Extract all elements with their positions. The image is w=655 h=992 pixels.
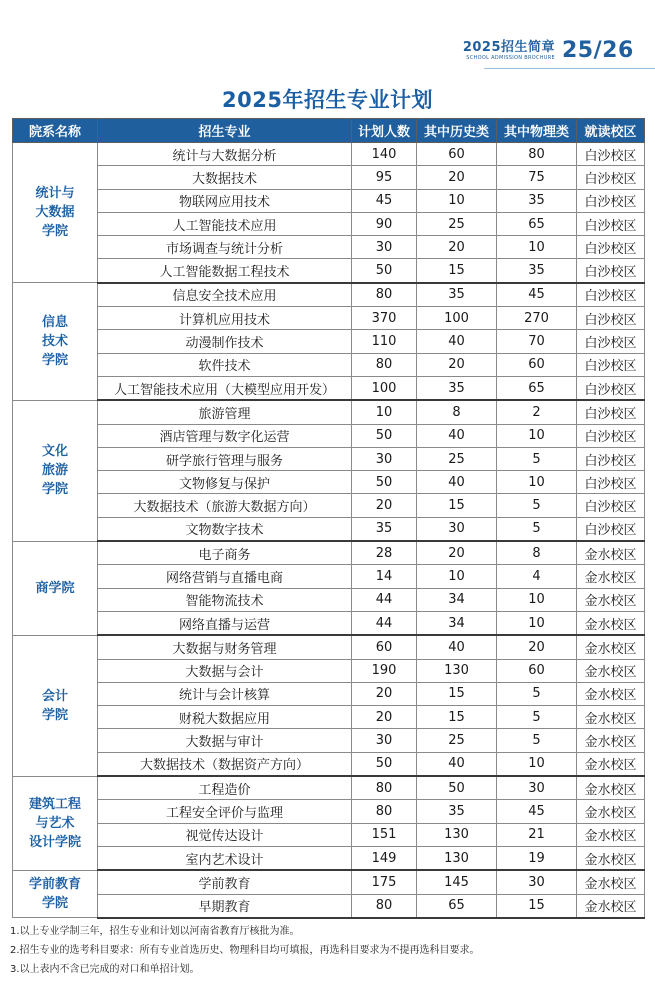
history-count: 130 bbox=[417, 659, 497, 682]
page-header bbox=[0, 0, 655, 70]
campus: 白沙校区 bbox=[577, 376, 645, 400]
major-name: 工程造价 bbox=[98, 776, 352, 800]
physics-count: 10 bbox=[497, 471, 577, 494]
physics-count: 35 bbox=[497, 259, 577, 283]
planned-count: 80 bbox=[352, 800, 417, 823]
history-count: 35 bbox=[417, 283, 497, 307]
physics-count: 10 bbox=[497, 424, 577, 447]
major-name: 工程安全评价与监理 bbox=[98, 800, 352, 823]
physics-count: 20 bbox=[497, 635, 577, 659]
physics-count: 65 bbox=[497, 212, 577, 235]
column-header: 就读校区 bbox=[577, 119, 645, 143]
major-name: 酒店管理与数字化运营 bbox=[98, 424, 352, 447]
planned-count: 50 bbox=[352, 752, 417, 776]
planned-count: 190 bbox=[352, 659, 417, 682]
major-name: 智能物流技术 bbox=[98, 588, 352, 611]
physics-count: 5 bbox=[497, 706, 577, 729]
table-row bbox=[13, 517, 645, 541]
history-count: 35 bbox=[417, 376, 497, 400]
table-row bbox=[13, 611, 645, 635]
table-row bbox=[13, 894, 645, 918]
table-row bbox=[13, 846, 645, 870]
campus: 白沙校区 bbox=[577, 471, 645, 494]
planned-count: 50 bbox=[352, 259, 417, 283]
planned-count: 60 bbox=[352, 635, 417, 659]
table-row bbox=[13, 682, 645, 705]
campus: 金水校区 bbox=[577, 659, 645, 682]
table-row bbox=[13, 800, 645, 823]
physics-count: 35 bbox=[497, 189, 577, 212]
campus: 金水校区 bbox=[577, 729, 645, 752]
campus: 白沙校区 bbox=[577, 166, 645, 189]
major-name: 人工智能技术应用 bbox=[98, 212, 352, 235]
history-count: 35 bbox=[417, 800, 497, 823]
major-name: 大数据与财务管理 bbox=[98, 635, 352, 659]
history-count: 15 bbox=[417, 706, 497, 729]
history-count: 130 bbox=[417, 823, 497, 846]
campus: 白沙校区 bbox=[577, 259, 645, 283]
department-name: 商学院 bbox=[13, 541, 98, 635]
physics-count: 45 bbox=[497, 800, 577, 823]
major-name: 大数据与会计 bbox=[98, 659, 352, 682]
campus: 金水校区 bbox=[577, 682, 645, 705]
table-row bbox=[13, 283, 645, 307]
department-name: 统计与 大数据 学院 bbox=[13, 143, 98, 283]
table-row bbox=[13, 870, 645, 894]
campus: 金水校区 bbox=[577, 894, 645, 918]
footnote: 1.以上专业学制三年，招生专业和计划以河南省教育厅核批为准。 bbox=[10, 926, 300, 937]
column-header: 计划人数 bbox=[352, 119, 417, 143]
physics-count: 10 bbox=[497, 236, 577, 259]
physics-count: 10 bbox=[497, 752, 577, 776]
table-row bbox=[13, 565, 645, 588]
history-count: 40 bbox=[417, 471, 497, 494]
planned-count: 10 bbox=[352, 400, 417, 424]
history-count: 25 bbox=[417, 447, 497, 470]
campus: 白沙校区 bbox=[577, 236, 645, 259]
header-divider bbox=[484, 68, 655, 69]
history-count: 20 bbox=[417, 236, 497, 259]
physics-count: 45 bbox=[497, 283, 577, 307]
table-row bbox=[13, 212, 645, 235]
department-name: 信息 技术 学院 bbox=[13, 283, 98, 400]
planned-count: 90 bbox=[352, 212, 417, 235]
physics-count: 19 bbox=[497, 846, 577, 870]
physics-count: 60 bbox=[497, 659, 577, 682]
table-row bbox=[13, 353, 645, 376]
table-row bbox=[13, 776, 645, 800]
major-name: 统计与大数据分析 bbox=[98, 143, 352, 166]
campus: 金水校区 bbox=[577, 635, 645, 659]
history-count: 10 bbox=[417, 565, 497, 588]
history-count: 130 bbox=[417, 846, 497, 870]
physics-count: 4 bbox=[497, 565, 577, 588]
physics-count: 65 bbox=[497, 376, 577, 400]
planned-count: 95 bbox=[352, 166, 417, 189]
table-row bbox=[13, 236, 645, 259]
campus: 白沙校区 bbox=[577, 447, 645, 470]
major-name: 大数据技术（旅游大数据方向） bbox=[98, 494, 352, 517]
major-name: 计算机应用技术 bbox=[98, 307, 352, 330]
campus: 白沙校区 bbox=[577, 212, 645, 235]
physics-count: 30 bbox=[497, 776, 577, 800]
campus: 白沙校区 bbox=[577, 283, 645, 307]
table-row bbox=[13, 166, 645, 189]
campus: 白沙校区 bbox=[577, 517, 645, 541]
campus: 金水校区 bbox=[577, 823, 645, 846]
page-title: 2025年招生专业计划 bbox=[222, 88, 433, 112]
major-name: 文物数字技术 bbox=[98, 517, 352, 541]
planned-count: 44 bbox=[352, 588, 417, 611]
table-row bbox=[13, 494, 645, 517]
major-name: 大数据技术 bbox=[98, 166, 352, 189]
planned-count: 80 bbox=[352, 776, 417, 800]
planned-count: 30 bbox=[352, 729, 417, 752]
history-count: 25 bbox=[417, 729, 497, 752]
physics-count: 5 bbox=[497, 517, 577, 541]
major-name: 研学旅行管理与服务 bbox=[98, 447, 352, 470]
footnote: 2.招生专业的选考科目要求：所有专业首选历史、物理科目均可填报，再选科目要求为不提再选科目要求。 bbox=[10, 945, 480, 956]
table-row bbox=[13, 376, 645, 400]
campus: 金水校区 bbox=[577, 846, 645, 870]
history-count: 100 bbox=[417, 307, 497, 330]
table-row bbox=[13, 189, 645, 212]
planned-count: 50 bbox=[352, 471, 417, 494]
table-row bbox=[13, 259, 645, 283]
campus: 白沙校区 bbox=[577, 494, 645, 517]
campus: 金水校区 bbox=[577, 611, 645, 635]
major-name: 市场调查与统计分析 bbox=[98, 236, 352, 259]
history-count: 25 bbox=[417, 212, 497, 235]
table-row bbox=[13, 424, 645, 447]
planned-count: 50 bbox=[352, 424, 417, 447]
planned-count: 370 bbox=[352, 307, 417, 330]
planned-count: 80 bbox=[352, 894, 417, 918]
physics-count: 75 bbox=[497, 166, 577, 189]
major-name: 学前教育 bbox=[98, 870, 352, 894]
department-name: 会计 学院 bbox=[13, 635, 98, 776]
major-name: 网络营销与直播电商 bbox=[98, 565, 352, 588]
physics-count: 5 bbox=[497, 494, 577, 517]
planned-count: 149 bbox=[352, 846, 417, 870]
history-count: 40 bbox=[417, 635, 497, 659]
department-name: 学前教育 学院 bbox=[13, 870, 98, 918]
major-name: 文物修复与保护 bbox=[98, 471, 352, 494]
physics-count: 8 bbox=[497, 541, 577, 565]
campus: 白沙校区 bbox=[577, 400, 645, 424]
major-name: 室内艺术设计 bbox=[98, 846, 352, 870]
planned-count: 44 bbox=[352, 611, 417, 635]
table-row bbox=[13, 706, 645, 729]
planned-count: 80 bbox=[352, 283, 417, 307]
campus: 金水校区 bbox=[577, 541, 645, 565]
physics-count: 30 bbox=[497, 870, 577, 894]
campus: 金水校区 bbox=[577, 706, 645, 729]
history-count: 20 bbox=[417, 541, 497, 565]
campus: 金水校区 bbox=[577, 870, 645, 894]
table-body bbox=[13, 143, 645, 918]
planned-count: 30 bbox=[352, 236, 417, 259]
major-name: 视觉传达设计 bbox=[98, 823, 352, 846]
planned-count: 35 bbox=[352, 517, 417, 541]
physics-count: 2 bbox=[497, 400, 577, 424]
physics-count: 5 bbox=[497, 682, 577, 705]
table-row bbox=[13, 471, 645, 494]
major-name: 软件技术 bbox=[98, 353, 352, 376]
major-name: 大数据技术（数据资产方向） bbox=[98, 752, 352, 776]
history-count: 40 bbox=[417, 424, 497, 447]
physics-count: 10 bbox=[497, 588, 577, 611]
planned-count: 45 bbox=[352, 189, 417, 212]
table-row bbox=[13, 729, 645, 752]
campus: 金水校区 bbox=[577, 800, 645, 823]
planned-count: 14 bbox=[352, 565, 417, 588]
planned-count: 151 bbox=[352, 823, 417, 846]
brochure-label bbox=[463, 40, 555, 62]
brochure-title: 2025招生简章 bbox=[462, 40, 555, 55]
department-name: 文化 旅游 学院 bbox=[13, 400, 98, 541]
table-row bbox=[13, 143, 645, 166]
planned-count: 20 bbox=[352, 494, 417, 517]
campus: 白沙校区 bbox=[577, 143, 645, 166]
history-count: 34 bbox=[417, 611, 497, 635]
physics-count: 80 bbox=[497, 143, 577, 166]
physics-count: 60 bbox=[497, 353, 577, 376]
planned-count: 175 bbox=[352, 870, 417, 894]
physics-count: 15 bbox=[497, 894, 577, 918]
campus: 白沙校区 bbox=[577, 424, 645, 447]
planned-count: 20 bbox=[352, 706, 417, 729]
major-name: 人工智能技术应用（大模型应用开发） bbox=[98, 376, 352, 400]
table-row bbox=[13, 823, 645, 846]
campus: 白沙校区 bbox=[577, 189, 645, 212]
history-count: 65 bbox=[417, 894, 497, 918]
major-name: 财税大数据应用 bbox=[98, 706, 352, 729]
planned-count: 100 bbox=[352, 376, 417, 400]
history-count: 30 bbox=[417, 517, 497, 541]
table-header-row bbox=[13, 119, 645, 143]
major-name: 网络直播与运营 bbox=[98, 611, 352, 635]
major-name: 统计与会计核算 bbox=[98, 682, 352, 705]
enrollment-plan-table bbox=[12, 118, 645, 919]
planned-count: 20 bbox=[352, 682, 417, 705]
history-count: 15 bbox=[417, 682, 497, 705]
history-count: 40 bbox=[417, 330, 497, 353]
table-row bbox=[13, 635, 645, 659]
campus: 金水校区 bbox=[577, 752, 645, 776]
column-header: 其中历史类 bbox=[417, 119, 497, 143]
major-name: 信息安全技术应用 bbox=[98, 283, 352, 307]
major-name: 物联网应用技术 bbox=[98, 189, 352, 212]
history-count: 15 bbox=[417, 494, 497, 517]
history-count: 20 bbox=[417, 353, 497, 376]
history-count: 20 bbox=[417, 166, 497, 189]
history-count: 15 bbox=[417, 259, 497, 283]
column-header: 院系名称 bbox=[13, 119, 98, 143]
column-header: 其中物理类 bbox=[497, 119, 577, 143]
table-row bbox=[13, 307, 645, 330]
table-row bbox=[13, 659, 645, 682]
planned-count: 110 bbox=[352, 330, 417, 353]
planned-count: 80 bbox=[352, 353, 417, 376]
major-name: 大数据与审计 bbox=[98, 729, 352, 752]
column-header: 招生专业 bbox=[98, 119, 352, 143]
history-count: 8 bbox=[417, 400, 497, 424]
history-count: 10 bbox=[417, 189, 497, 212]
footnotes bbox=[10, 922, 650, 979]
major-name: 动漫制作技术 bbox=[98, 330, 352, 353]
history-count: 50 bbox=[417, 776, 497, 800]
history-count: 40 bbox=[417, 752, 497, 776]
major-name: 旅游管理 bbox=[98, 400, 352, 424]
physics-count: 10 bbox=[497, 611, 577, 635]
major-name: 人工智能数据工程技术 bbox=[98, 259, 352, 283]
major-name: 早期教育 bbox=[98, 894, 352, 918]
campus: 白沙校区 bbox=[577, 353, 645, 376]
physics-count: 5 bbox=[497, 447, 577, 470]
planned-count: 140 bbox=[352, 143, 417, 166]
planned-count: 30 bbox=[352, 447, 417, 470]
campus: 金水校区 bbox=[577, 565, 645, 588]
table-row bbox=[13, 330, 645, 353]
table-row bbox=[13, 588, 645, 611]
table-row bbox=[13, 752, 645, 776]
footnote: 3.以上表内不含已完成的对口和单招计划。 bbox=[10, 964, 200, 975]
page-number: 25/26 bbox=[562, 38, 634, 63]
table-row bbox=[13, 400, 645, 424]
campus: 白沙校区 bbox=[577, 330, 645, 353]
table-row bbox=[13, 447, 645, 470]
history-count: 145 bbox=[417, 870, 497, 894]
campus: 金水校区 bbox=[577, 588, 645, 611]
physics-count: 5 bbox=[497, 729, 577, 752]
campus: 白沙校区 bbox=[577, 307, 645, 330]
campus: 金水校区 bbox=[577, 776, 645, 800]
history-count: 60 bbox=[417, 143, 497, 166]
table-row bbox=[13, 541, 645, 565]
department-name: 建筑工程 与艺术 设计学院 bbox=[13, 776, 98, 870]
physics-count: 70 bbox=[497, 330, 577, 353]
brochure-subtitle: SCHOOL ADMISSION BROCHURE bbox=[466, 55, 555, 61]
history-count: 34 bbox=[417, 588, 497, 611]
physics-count: 21 bbox=[497, 823, 577, 846]
physics-count: 270 bbox=[497, 307, 577, 330]
planned-count: 28 bbox=[352, 541, 417, 565]
major-name: 电子商务 bbox=[98, 541, 352, 565]
